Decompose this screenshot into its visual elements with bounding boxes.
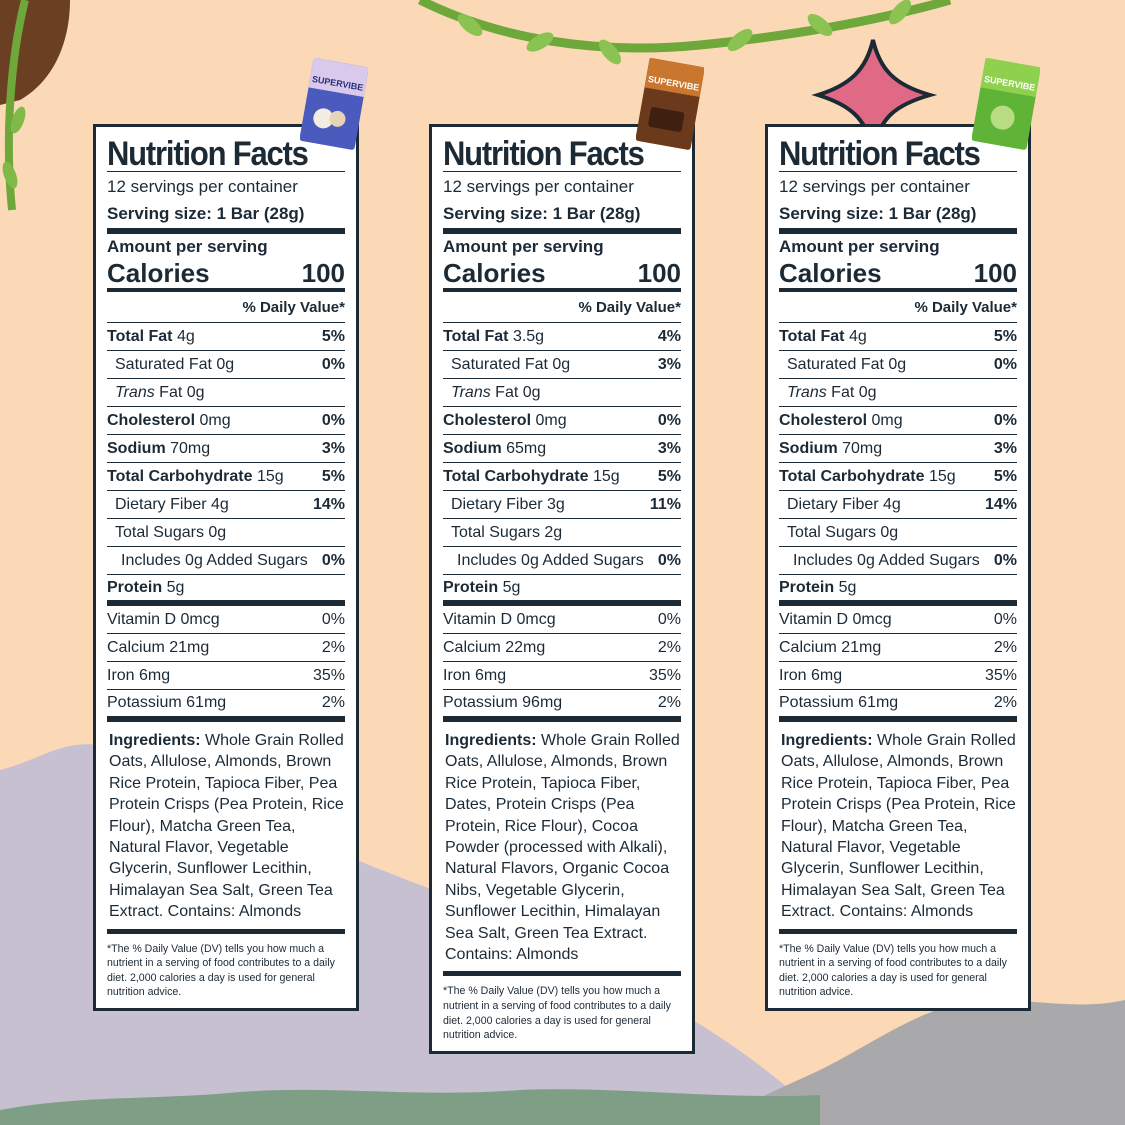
daily-value-percent: 3%	[321, 439, 345, 457]
total-sugars-row	[107, 519, 345, 547]
daily-value-percent: 5%	[993, 467, 1017, 485]
nutrition-panel-2	[429, 124, 695, 1054]
daily-value-percent: 2%	[657, 694, 681, 711]
servings-per-container: 12 servings per container	[779, 177, 970, 196]
nutrient-label: Vitamin D 0mcg	[107, 610, 220, 628]
calories-row	[107, 258, 345, 292]
total-sugars-row	[443, 519, 681, 547]
daily-value-percent: 4%	[657, 327, 681, 345]
nutrient-amount: 4g	[848, 327, 867, 345]
protein-row	[107, 575, 345, 606]
ingredients-list	[779, 722, 1017, 934]
daily-value-percent: 2%	[993, 694, 1017, 711]
nutrient-label: Includes 0g Added Sugars	[457, 551, 644, 569]
ingredients-label: Ingredients:	[445, 732, 537, 749]
daily-value-footnote: *The % Daily Value (DV) tells you how much a nutrient in a serving of food contributes to a daily diet. 2,000 calories a day is used for general nutrition advice.	[779, 942, 1007, 999]
daily-value-percent: 0%	[657, 551, 681, 569]
daily-value-footnote: *The % Daily Value (DV) tells you how much a nutrient in a serving of food contributes to a daily diet. 2,000 calories a day is used for general nutrition advice.	[443, 985, 671, 1042]
nutrient-label: Vitamin D 0mcg	[443, 610, 556, 628]
sodium-row	[779, 435, 1017, 463]
daily-value-percent: 2%	[657, 638, 681, 656]
nutrient-label: Vitamin D 0mcg	[779, 610, 892, 628]
nutrient-amount: 4g	[176, 327, 195, 345]
saturated-fat-row	[443, 351, 681, 379]
nutrient-label: Potassium 61mg	[107, 694, 227, 711]
ingredients-label: Ingredients:	[109, 732, 201, 749]
total-carbohydrate-row	[443, 463, 681, 491]
nutrient-label: Protein	[443, 578, 499, 596]
nutrient-label: Saturated Fat 0g	[787, 355, 907, 373]
protein-row	[443, 575, 681, 606]
trans-fat-row	[443, 379, 681, 407]
package-matcha-icon	[972, 58, 1040, 150]
nutrient-amount: 0mg	[871, 411, 903, 429]
nutrient-label: Dietary Fiber 3g	[451, 495, 565, 513]
nutrient-label: Calcium 21mg	[107, 638, 210, 656]
daily-value-percent: 0%	[321, 411, 345, 429]
daily-value-header: % Daily Value*	[443, 292, 681, 323]
nutrient-label: Protein	[107, 578, 163, 596]
total-fat-row	[107, 323, 345, 351]
daily-value-percent: 5%	[321, 467, 345, 485]
daily-value-percent: 0%	[993, 551, 1017, 569]
nutrient-amount: 70mg	[842, 439, 883, 457]
nutrient-label: Total Carbohydrate	[779, 467, 925, 485]
nutrient-label-italic: Trans	[115, 383, 155, 401]
total-carbohydrate-row	[779, 463, 1017, 491]
nutrient-label: Iron 6mg	[107, 666, 171, 684]
iron-row	[779, 662, 1017, 690]
daily-value-percent: 5%	[993, 327, 1017, 345]
nutrient-label: Fat 0g	[490, 383, 541, 401]
package-brand: SUPERVIBE	[311, 73, 365, 93]
nutrient-label: Total Carbohydrate	[107, 467, 253, 485]
calories-label: Calories	[107, 258, 210, 288]
nutrient-label: Iron 6mg	[443, 666, 507, 684]
nutrient-label: Total Sugars 0g	[115, 523, 227, 541]
nutrient-label: Potassium 61mg	[779, 694, 899, 711]
nutrient-label: Iron 6mg	[779, 666, 843, 684]
added-sugars-row	[443, 547, 681, 575]
nutrient-label: Dietary Fiber 4g	[787, 495, 901, 513]
cholesterol-row	[107, 407, 345, 435]
dietary-fiber-row	[443, 491, 681, 519]
saturated-fat-row	[107, 351, 345, 379]
daily-value-percent: 35%	[648, 666, 681, 684]
nutrient-label: Fat 0g	[154, 383, 205, 401]
nutrient-label: Sodium	[107, 439, 166, 457]
nutrient-amount: 0mg	[535, 411, 567, 429]
nutrient-label: Total Fat	[443, 327, 509, 345]
daily-value-percent: 35%	[312, 666, 345, 684]
daily-value-header: % Daily Value*	[779, 292, 1017, 323]
daily-value-percent: 11%	[649, 495, 681, 513]
ingredients-list	[107, 722, 345, 934]
daily-value-percent: 5%	[321, 327, 345, 345]
nutrient-amount: 5g	[502, 578, 521, 596]
calories-value: 100	[301, 258, 345, 288]
nutrition-facts-title: Nutrition Facts	[779, 133, 980, 174]
daily-value-percent: 5%	[657, 467, 681, 485]
ingredients-text: Whole Grain Rolled Oats, Allulose, Almonds, Brown Rice Protein, Tapioca Fiber, Pea Protein Crisps (Pea Protein, Rice Flour), Matcha Green Tea, Natural Flavor, Vegetable Glycerin, Sunflower Lecithin, Himalayan Sea Salt, Green Tea Extract. Contains: Almonds	[781, 732, 1016, 921]
amount-per-serving: Amount per serving	[107, 237, 268, 256]
nutrient-label: Calcium 22mg	[443, 638, 546, 656]
calories-label: Calories	[443, 258, 546, 288]
daily-value-percent: 2%	[321, 638, 345, 656]
ingredients-list	[443, 722, 681, 976]
ingredients-text: Whole Grain Rolled Oats, Allulose, Almonds, Brown Rice Protein, Tapioca Fiber, Pea Protein Crisps (Pea Protein, Rice Flour), Matcha Green Tea, Natural Flavor, Vegetable Glycerin, Sunflower Lecithin, Himalayan Sea Salt, Green Tea Extract. Contains: Almonds	[109, 732, 344, 921]
package-brand: SUPERVIBE	[983, 73, 1037, 93]
nutrient-label: Includes 0g Added Sugars	[793, 551, 980, 569]
calcium-row	[443, 634, 681, 662]
daily-value-percent: 14%	[984, 495, 1017, 513]
daily-value-footnote: *The % Daily Value (DV) tells you how much a nutrient in a serving of food contributes to a daily diet. 2,000 calories a day is used for general nutrition advice.	[107, 942, 335, 999]
nutrient-label: Cholesterol	[107, 411, 196, 429]
potassium-row	[107, 690, 345, 722]
potassium-row	[443, 690, 681, 722]
nutrient-label: Dietary Fiber 4g	[115, 495, 229, 513]
daily-value-percent: 3%	[657, 355, 681, 373]
servings-per-container: 12 servings per container	[443, 177, 634, 196]
nutrient-label: Potassium 96mg	[443, 694, 563, 711]
total-fat-row	[443, 323, 681, 351]
daily-value-percent: 14%	[312, 495, 345, 513]
cholesterol-row	[779, 407, 1017, 435]
package-chocolate-icon	[636, 58, 704, 150]
nutrient-label: Total Sugars 0g	[787, 523, 899, 541]
total-sugars-row	[779, 519, 1017, 547]
nutrient-amount: 0mg	[199, 411, 231, 429]
trans-fat-row	[107, 379, 345, 407]
daily-value-percent: 0%	[993, 610, 1017, 628]
nutrient-label: Total Carbohydrate	[443, 467, 589, 485]
calcium-row	[107, 634, 345, 662]
nutrient-label: Saturated Fat 0g	[115, 355, 235, 373]
nutrient-amount: 65mg	[506, 439, 547, 457]
vitamin-d-row	[779, 606, 1017, 634]
nutrition-panel-1	[93, 124, 359, 1011]
vitamin-d-row	[107, 606, 345, 634]
nutrient-label: Calcium 21mg	[779, 638, 882, 656]
nutrient-label: Total Fat	[107, 327, 173, 345]
iron-row	[107, 662, 345, 690]
nutrient-amount: 3.5g	[512, 327, 545, 345]
amount-per-serving: Amount per serving	[779, 237, 940, 256]
nutrient-label: Cholesterol	[779, 411, 868, 429]
nutrient-amount: 15g	[256, 467, 284, 485]
daily-value-percent: 3%	[657, 439, 681, 457]
dietary-fiber-row	[107, 491, 345, 519]
total-carbohydrate-row	[107, 463, 345, 491]
daily-value-percent: 0%	[321, 610, 345, 628]
daily-value-percent: 3%	[993, 439, 1017, 457]
calories-row	[779, 258, 1017, 292]
serving-size: Serving size: 1 Bar (28g)	[779, 200, 1017, 234]
nutrient-label: Sodium	[443, 439, 502, 457]
daily-value-percent: 0%	[657, 610, 681, 628]
vine-top-shape	[420, 0, 950, 48]
dietary-fiber-row	[779, 491, 1017, 519]
calcium-row	[779, 634, 1017, 662]
package-blueberry-icon	[300, 58, 368, 150]
daily-value-percent: 0%	[321, 551, 345, 569]
serving-size: Serving size: 1 Bar (28g)	[107, 200, 345, 234]
sodium-row	[107, 435, 345, 463]
trans-fat-row	[779, 379, 1017, 407]
package-brand: SUPERVIBE	[647, 73, 701, 93]
nutrient-label: Total Fat	[779, 327, 845, 345]
daily-value-percent: 2%	[321, 694, 345, 711]
calories-value: 100	[637, 258, 681, 288]
potassium-row	[779, 690, 1017, 722]
nutrient-label-italic: Trans	[787, 383, 827, 401]
nutrient-amount: 15g	[592, 467, 620, 485]
iron-row	[443, 662, 681, 690]
total-fat-row	[779, 323, 1017, 351]
daily-value-percent: 0%	[321, 355, 345, 373]
nutrient-amount: 5g	[166, 578, 185, 596]
nutrient-label: Protein	[779, 578, 835, 596]
nutrient-amount: 5g	[838, 578, 857, 596]
saturated-fat-row	[779, 351, 1017, 379]
daily-value-percent: 0%	[657, 411, 681, 429]
nutrient-label: Fat 0g	[826, 383, 877, 401]
nutrient-label: Includes 0g Added Sugars	[121, 551, 308, 569]
nutrient-label-italic: Trans	[451, 383, 491, 401]
nutrient-amount: 70mg	[170, 439, 211, 457]
nutrient-label: Sodium	[779, 439, 838, 457]
daily-value-percent: 35%	[984, 666, 1017, 684]
servings-per-container: 12 servings per container	[107, 177, 298, 196]
nutrient-label: Cholesterol	[443, 411, 532, 429]
amount-per-serving: Amount per serving	[443, 237, 604, 256]
sodium-row	[443, 435, 681, 463]
cholesterol-row	[443, 407, 681, 435]
nutrient-label: Saturated Fat 0g	[451, 355, 571, 373]
daily-value-percent: 0%	[993, 411, 1017, 429]
daily-value-percent: 2%	[993, 638, 1017, 656]
calories-row	[443, 258, 681, 292]
serving-size: Serving size: 1 Bar (28g)	[443, 200, 681, 234]
daily-value-header: % Daily Value*	[107, 292, 345, 323]
nutrient-amount: 15g	[928, 467, 956, 485]
ingredients-text: Whole Grain Rolled Oats, Allulose, Almonds, Brown Rice Protein, Tapioca Fiber, Dates, Protein Crisps (Pea Protein, Rice Flour), Cocoa Powder (processed with Alkali), Natural Flavors, Organic Cocoa Nibs, Vegetable Glycerin, Sunflower Lecithin, Himalayan Sea Salt, Green Tea Extract. Contains: Almonds	[445, 732, 680, 964]
vitamin-d-row	[443, 606, 681, 634]
protein-row	[779, 575, 1017, 606]
ingredients-label: Ingredients:	[781, 732, 873, 749]
nutrient-label: Total Sugars 2g	[451, 523, 563, 541]
added-sugars-row	[779, 547, 1017, 575]
nutrition-panel-3	[765, 124, 1031, 1011]
nutrition-facts-title: Nutrition Facts	[443, 133, 644, 174]
daily-value-percent: 0%	[993, 355, 1017, 373]
added-sugars-row	[107, 547, 345, 575]
calories-value: 100	[973, 258, 1017, 288]
nutrition-facts-title: Nutrition Facts	[107, 133, 308, 174]
calories-label: Calories	[779, 258, 882, 288]
